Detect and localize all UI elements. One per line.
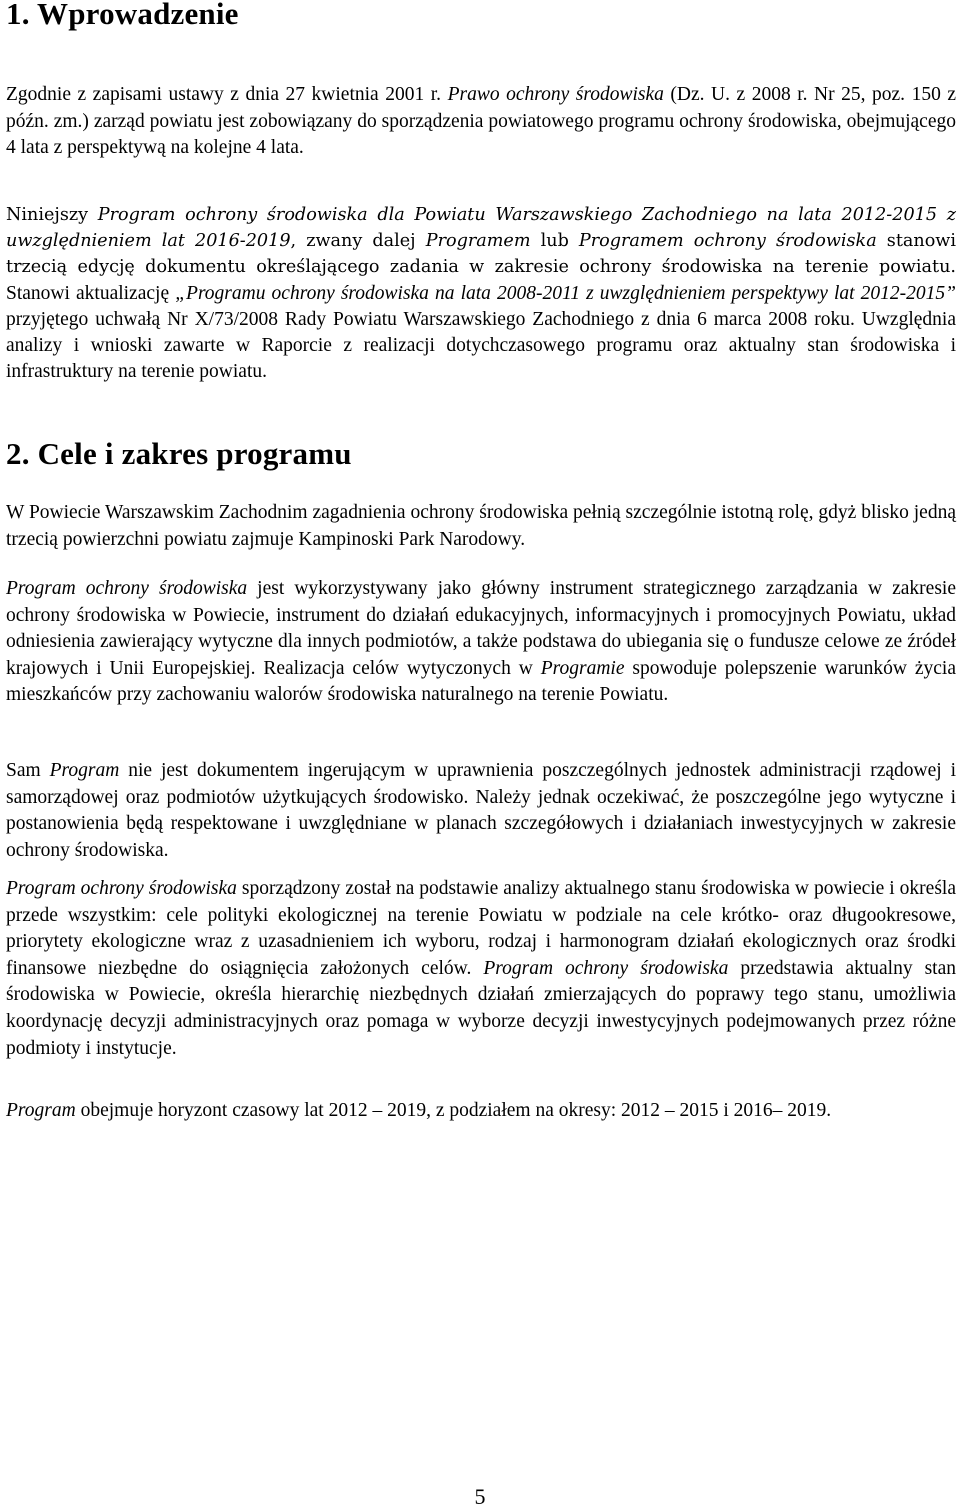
text-run: sporządzony został na podstawie analizy aktualnego stanu środowiska w powiecie i określa przede wszystkim: cele polityki ekologicznej na terenie Powiatu w podziale na cele krótko- oraz długookresowe, priorytety ekologiczne wraz z uzasadnieniem ich wyboru, rodzaj i harmonogram działań ekologicznych oraz środki finansowe niezbędne do osiągnięcia założonych celów. [6,878,956,979]
paragraph-program-instrument [6,576,956,709]
paragraph-kampinos: W Powiecie Warszawskim Zachodnim zagadnienia ochrony środowiska pełnią szczególnie istotną rolę, gdyż blisko jedną trzecią powierzchni powiatu zajmuje Kampinoski Park Narodowy. [6,502,956,550]
italic-run: Program [6,1100,76,1121]
text-run: przedstawia aktualny stan środowiska w Powiecie, określa hierarchię niezbędnych działań zmierzających do poprawy tego stanu, umożliwia koordynację decyzji administracyjnych oraz pomaga w wyborze decyzji inwestycyjnych podejmowanych przez różne podmioty i instytucje. [6,957,956,1059]
italic-run: Prawo ochrony środowiska [447,84,664,105]
italic-run: Program [49,760,120,781]
section-heading-goals-scope: 2. Cele i zakres programu [6,436,352,471]
italic-run: Programem ochrony środowiska [578,231,877,252]
text-run: (Dz. U. z 2008 r. Nr 25, poz. 150 z późn. zm.) zarząd powiatu jest zobowiązany do sporządzenia powiatowego programu ochrony środowiska, obejmującego 4 lata z perspektywą na kolejne 4 lata. [6,84,956,159]
italic-run: Programem [425,231,531,252]
page-number: 5 [474,1484,486,1509]
paragraph-time-horizon [6,1098,956,1125]
italic-run: Program ochrony środowiska [6,578,248,599]
text-run: obejmuje horyzont czasowy lat 2012 – 2019, z podziałem na okresy: 2012 – 2015 i 2016– 2019. [75,1100,832,1121]
text-run: Niniejszy [6,205,98,225]
italic-run: Program ochrony środowiska [6,878,237,899]
text-run: Zgodnie z zapisami ustawy z dnia 27 kwietnia 2001 r. [6,84,448,105]
text-run: przyjętego uchwałą Nr X/73/2008 Rady Powiatu Warszawskiego Zachodniego z dnia 6 marca 2008 roku. Uwzględnia analizy i wnioski zawarte w Raporcie z realizacji dotychczasowego programu oraz aktualny stan środowiska i infrastruktury na terenie powiatu. [6,308,956,383]
paragraph-program-authority [6,758,956,864]
italic-run: Program ochrony środowiska [483,957,729,979]
italic-run: Programie [540,657,625,679]
paragraph-program-basis [6,876,956,1062]
paragraph-program-description [6,202,956,385]
text-run: stanowi trzecią edycję dokumentu określającego zadania w zakresie ochrony środowiska na terenie powiatu. [6,231,956,278]
italic-run: „Programu ochrony środowiska na lata 2008-2011 z uwzględnieniem perspektywy lat 2012-2015” [175,282,956,304]
italic-run: Program ochrony środowiska dla Powiatu Warszawskiego Zachodniego na lata 2012-2015 z uwzględnieniem lat 2016-2019 [6,205,956,252]
text-run: Stanowi aktualizację [6,282,176,304]
text-run: Sam [6,760,50,781]
text-run: jest wykorzystywany jako główny instrument strategicznego zarządzania w zakresie ochrony środowiska w Powiecie, instrument do działań edukacyjnych, informacyjnych i promocyjnych Powiatu, układ odniesienia zawierający wytyczne dla innych podmiotów, a także podstawa do ubiegania się o fundusze celowe ze źródeł krajowych i Unii Europejskiej. Realizacja celów wytyczonych w [6,578,956,679]
paragraph-legal-basis [6,82,956,162]
text-run: nie jest dokumentem ingerującym w uprawnienia poszczególnych jednostek administracji rządowej i samorządowej oraz podmiotów użytkujących środowisko. Należy jednak oczekiwać, że poszczególne jego wytyczne i postanowienia będą respektowane i uwzględniane w planach szczegółowych i działaniach inwestycyjnych w zakresie ochrony środowiska. [6,760,956,861]
text-run: lub [530,231,579,252]
text-run: spowoduje polepszenie warunków życia mieszkańców przy zachowaniu walorów środowiska naturalnego na terenie Powiatu. [6,657,957,706]
text-run: , zwany dalej [290,231,426,252]
section-heading-introduction: 1. Wprowadzenie [6,0,239,31]
